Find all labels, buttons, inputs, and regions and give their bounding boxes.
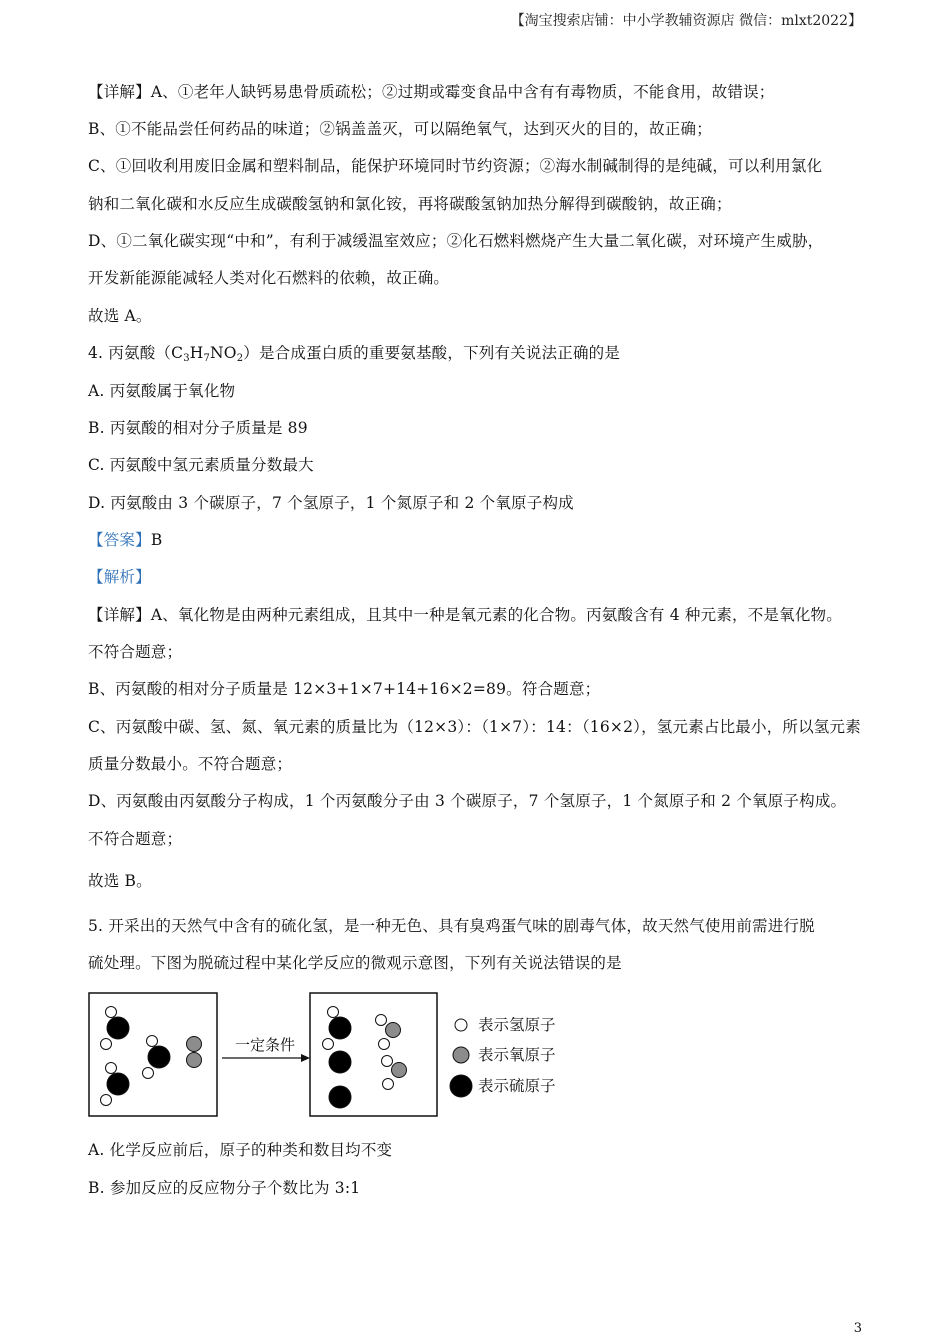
q3-detail-c1: C、①回收利用废旧金属和塑料制品，能保护环境同时节约资源；②海水制碱制得的是纯碱，可以利用氯化 bbox=[88, 157, 823, 175]
q4-option-c: C. 丙氨酸中氢元素质量分数最大 bbox=[88, 456, 314, 474]
legend-hydrogen-icon bbox=[455, 1019, 467, 1031]
legend-sulfur-icon bbox=[450, 1075, 472, 1097]
sulfur-atom bbox=[329, 1086, 351, 1108]
sulfur-atom bbox=[107, 1017, 129, 1039]
q4-detail-d2: 不符合题意； bbox=[88, 830, 183, 848]
hydrogen-atom bbox=[382, 1056, 393, 1067]
q3-detail-a: 【详解】A、①老年人缺钙易患骨质疏松；②过期或霉变食品中含有有毒物质，不能食用，故错误； bbox=[88, 83, 775, 101]
q4-detail-b: B、丙氨酸的相对分子质量是 12×3+1×7+14+16×2=89。符合题意； bbox=[88, 680, 601, 698]
detail-label: 【详解】 bbox=[88, 606, 151, 624]
q4-choose: 故选 B。 bbox=[88, 872, 152, 890]
sulfur-atom bbox=[329, 1017, 351, 1039]
reaction-diagram bbox=[88, 992, 588, 1118]
hydrogen-atom bbox=[328, 1007, 339, 1018]
hydrogen-atom bbox=[106, 1063, 117, 1074]
answer-label: 【答案】 bbox=[88, 531, 151, 549]
q3-detail-c2: 钠和二氧化碳和水反应生成碳酸氢钠和氯化铵，再将碳酸氢钠加热分解得到碳酸钠，故正确； bbox=[88, 195, 732, 213]
reaction-arrow bbox=[222, 1036, 310, 1062]
q4-option-b: B. 丙氨酸的相对分子质量是 89 bbox=[88, 419, 308, 437]
hydrogen-atom bbox=[101, 1039, 112, 1050]
oxygen-atom bbox=[187, 1053, 202, 1068]
sulfur-atom bbox=[329, 1051, 351, 1073]
detail-label: 【详解】 bbox=[88, 83, 151, 101]
q4-analysis-label: 【解析】 bbox=[88, 568, 151, 586]
hydrogen-atom bbox=[376, 1015, 387, 1026]
q3-detail-b: B、①不能品尝任何药品的味道；②锅盖盖灭，可以隔绝氧气，达到灭火的目的，故正确； bbox=[88, 120, 712, 138]
hydrogen-atom bbox=[383, 1079, 394, 1090]
condition-label: 一定条件 bbox=[234, 1036, 296, 1054]
legend-oxygen-label: 表示氧原子 bbox=[478, 1046, 556, 1064]
q5-stem-2: 硫处理。下图为脱硫过程中某化学反应的微观示意图，下列有关说法错误的是 bbox=[88, 954, 622, 972]
hydrogen-atom bbox=[379, 1039, 390, 1050]
q5-stem-1: 5. 开采出的天然气中含有的硫化氢，是一种无色、具有臭鸡蛋气味的剧毒气体，故天然气使用前需进行脱 bbox=[88, 917, 815, 935]
q3-detail-d2: 开发新能源能减轻人类对化石燃料的依赖，故正确。 bbox=[88, 269, 450, 287]
page-number: 3 bbox=[853, 1321, 862, 1336]
q4-detail-c1: C、丙氨酸中碳、氢、氮、氧元素的质量比为（12×3）：（1×7）：14：（16×2），氢元素占比最小，所以氢元素 bbox=[88, 718, 861, 736]
q4-option-d: D. 丙氨酸由 3 个碳原子，7 个氢原子，1 个氮原子和 2 个氧原子构成 bbox=[88, 494, 574, 512]
legend-sulfur-label: 表示硫原子 bbox=[478, 1077, 556, 1095]
sulfur-atom bbox=[107, 1073, 129, 1095]
hydrogen-atom bbox=[106, 1007, 117, 1018]
legend-oxygen-icon bbox=[453, 1047, 469, 1063]
oxygen-atom bbox=[392, 1063, 407, 1078]
hydrogen-atom bbox=[323, 1039, 334, 1050]
q3-choose: 故选 A。 bbox=[88, 307, 152, 325]
q4-detail-a2: 不符合题意； bbox=[88, 643, 183, 661]
sulfur-atom bbox=[148, 1046, 170, 1068]
legend bbox=[450, 1015, 556, 1097]
q4-stem: 4. 丙氨酸$(C_3H_7NO_2)$是合成蛋白质的重要氨基酸，下列有关说法正确的是 bbox=[88, 344, 621, 364]
reactant-box bbox=[89, 993, 217, 1116]
q4-detail-d1: D、丙氨酸由丙氨酸分子构成，1 个丙氨酸分子由 3 个碳原子，7 个氢原子，1 个氮原子和 2 个氧原子构成。 bbox=[88, 792, 847, 810]
q4-option-a: A. 丙氨酸属于氧化物 bbox=[88, 382, 236, 400]
product-box bbox=[310, 993, 437, 1116]
page-header: 【淘宝搜索店铺：中小学教辅资源店 微信：mlxt2022】 bbox=[510, 13, 862, 29]
oxygen-atom bbox=[187, 1037, 202, 1052]
q4-detail-a1: 【详解】A、氧化物是由两种元素组成，且其中一种是氧元素的化合物。丙氨酸含有 4 种元素，不是氧化物。 bbox=[88, 606, 842, 624]
q5-option-a: A. 化学反应前后，原子的种类和数目均不变 bbox=[88, 1141, 393, 1159]
q4-detail-c2: 质量分数最小。不符合题意； bbox=[88, 755, 293, 773]
hydrogen-atom bbox=[143, 1068, 154, 1079]
q5-option-b: B. 参加反应的反应物分子个数比为 3:1 bbox=[88, 1179, 361, 1197]
q3-detail-d1: D、①二氧化碳实现“中和”，有利于减缓温室效应；②化石燃料燃烧产生大量二氧化碳，对环境产生威胁， bbox=[88, 232, 824, 250]
legend-hydrogen-label: 表示氢原子 bbox=[478, 1016, 556, 1034]
hydrogen-atom bbox=[147, 1036, 158, 1047]
oxygen-atom bbox=[386, 1023, 401, 1038]
q4-answer: 【答案】B bbox=[88, 531, 163, 549]
hydrogen-atom bbox=[101, 1095, 112, 1106]
alanine-formula: $C_3H_7NO_2$ bbox=[171, 344, 244, 364]
